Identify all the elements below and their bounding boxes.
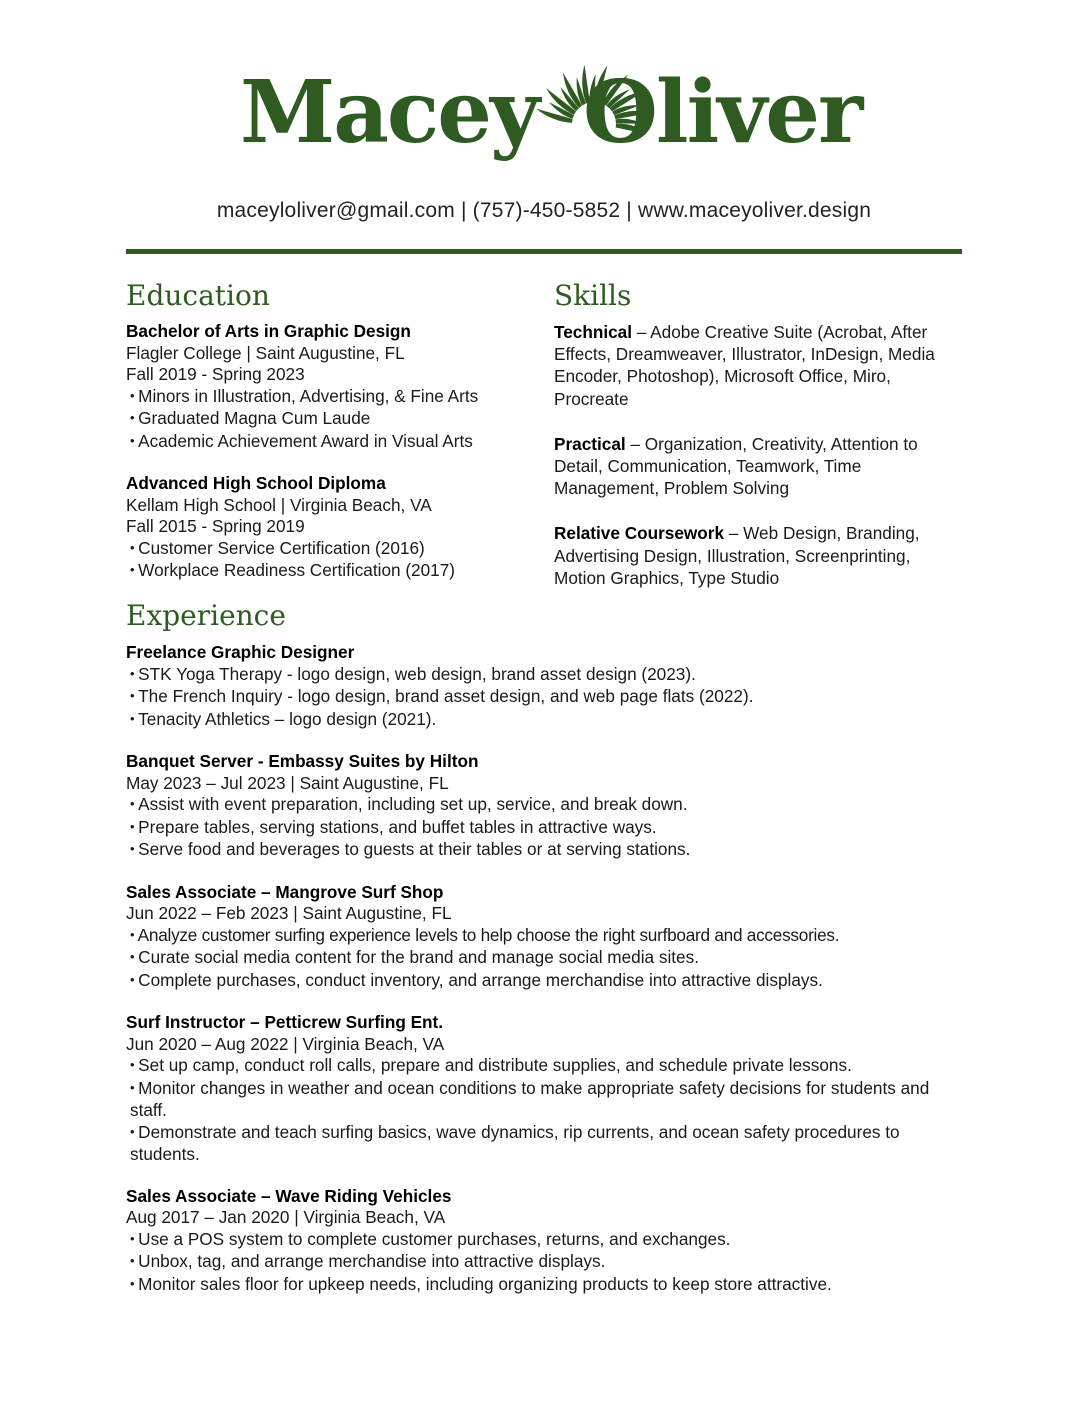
job-entry xyxy=(126,642,966,731)
list-item: • Analyze customer surfing experience levels to help choose the right surfboard and accessories. xyxy=(126,925,966,948)
list-item: • Customer Service Certification (2016) xyxy=(126,538,546,561)
school-dates: Fall 2015 - Spring 2019 xyxy=(126,516,305,536)
job-title: Banquet Server - Embassy Suites by Hilton xyxy=(126,751,479,771)
list-item: • Workplace Readiness Certification (2017) xyxy=(126,560,546,583)
list-item: • Complete purchases, conduct inventory, and arrange merchandise into attractive displays. xyxy=(126,970,966,993)
school-place: Flagler College | Saint Augustine, FL xyxy=(126,342,405,363)
job-meta: Jun 2022 – Feb 2023 | Saint Augustine, FL xyxy=(126,903,452,923)
degree-title: Advanced High School Diploma xyxy=(126,473,386,493)
last-name: Oliver xyxy=(583,62,862,163)
list-item: • Use a POS system to complete customer purchases, returns, and exchanges. xyxy=(126,1229,966,1252)
job-meta: May 2023 – Jul 2023 | Saint Augustine, FL xyxy=(126,772,449,793)
skill-label: Practical xyxy=(554,433,626,454)
job-title: Sales Associate – Mangrove Surf Shop xyxy=(126,881,444,902)
job-entry xyxy=(126,1186,966,1297)
list-item: • The French Inquiry - logo design, brand asset design, and web page flats (2022). xyxy=(126,686,966,709)
education-section xyxy=(126,321,546,603)
job-title: Freelance Graphic Designer xyxy=(126,642,355,662)
contact-line: maceyloliver@gmail.com | (757)-450-5852 | www.maceyoliver.design xyxy=(216,199,872,222)
first-name: Macey xyxy=(240,62,538,163)
skill-label: Relative Coursework xyxy=(554,523,725,544)
list-item: • Unbox, tag, and arrange merchandise into attractive displays. xyxy=(126,1251,966,1274)
list-item: • Academic Achievement Award in Visual Arts xyxy=(126,431,546,454)
list-item: • Monitor changes in weather and ocean conditions to make appropriate safety decisions for students and staff. xyxy=(126,1078,940,1122)
list-item: • Graduated Magna Cum Laude xyxy=(126,408,546,431)
list-item: • Prepare tables, serving stations, and buffet tables in attractive ways. xyxy=(126,817,966,840)
job-entry xyxy=(126,1012,966,1166)
skill-text: – Web Design, Branding, Advertising Design, Illustration, Screenprinting, Motion Graphics, Type Studio xyxy=(554,523,920,588)
job-entry xyxy=(126,882,966,993)
list-item: • Set up camp, conduct roll calls, prepare and distribute supplies, and schedule private lessons. xyxy=(126,1055,960,1078)
job-entry xyxy=(126,751,966,862)
job-meta: Aug 2017 – Jan 2020 | Virginia Beach, VA xyxy=(126,1207,446,1227)
list-item: • Curate social media content for the brand and manage social media sites. xyxy=(126,947,966,970)
list-item: • Assist with event preparation, including set up, service, and break down. xyxy=(126,794,966,817)
skill-text: – Adobe Creative Suite (Acrobat, After Effects, Dreamweaver, Illustrator, InDesign, Media Encoder, Photoshop), Microsoft Office, Miro, Procreate xyxy=(554,322,935,409)
experience-section xyxy=(126,642,966,1316)
skill-text: – Organization, Creativity, Attention to Detail, Communication, Teamwork, Time Management, Problem Solving xyxy=(554,433,918,499)
school-place: Kellam High School | Virginia Beach, VA xyxy=(126,494,432,515)
job-title: Surf Instructor – Petticrew Surfing Ent. xyxy=(126,1012,444,1032)
school-dates: Fall 2019 - Spring 2023 xyxy=(126,364,305,384)
experience-heading: Experience xyxy=(126,599,286,632)
skill-item-technical xyxy=(554,321,966,410)
list-item: • STK Yoga Therapy - logo design, web design, brand asset design (2023). xyxy=(126,664,966,687)
skills-heading: Skills xyxy=(554,279,632,312)
header-divider xyxy=(126,249,962,254)
list-item: • Monitor sales floor for upkeep needs, including organizing products to keep store attractive. xyxy=(126,1274,966,1297)
job-meta: Jun 2020 – Aug 2022 | Virginia Beach, VA xyxy=(126,1033,445,1054)
education-heading: Education xyxy=(126,279,270,312)
list-item: • Serve food and beverages to guests at their tables or at serving stations. xyxy=(126,839,966,862)
skill-item-coursework xyxy=(554,522,966,589)
degree-title: Bachelor of Arts in Graphic Design xyxy=(126,321,411,341)
education-entry xyxy=(126,473,546,583)
skills-section xyxy=(554,321,966,612)
list-item: • Tenacity Athletics – logo design (2021). xyxy=(126,709,966,732)
job-title: Sales Associate – Wave Riding Vehicles xyxy=(126,1185,452,1206)
skill-item-practical xyxy=(554,433,966,500)
list-item: • Minors in Illustration, Advertising, & Fine Arts xyxy=(126,386,546,409)
education-entry xyxy=(126,321,546,453)
skill-label: Technical xyxy=(554,322,633,342)
name-header xyxy=(0,62,1088,192)
list-item: • Demonstrate and teach surfing basics, wave dynamics, rip currents, and ocean safety procedures to students. xyxy=(126,1122,910,1166)
